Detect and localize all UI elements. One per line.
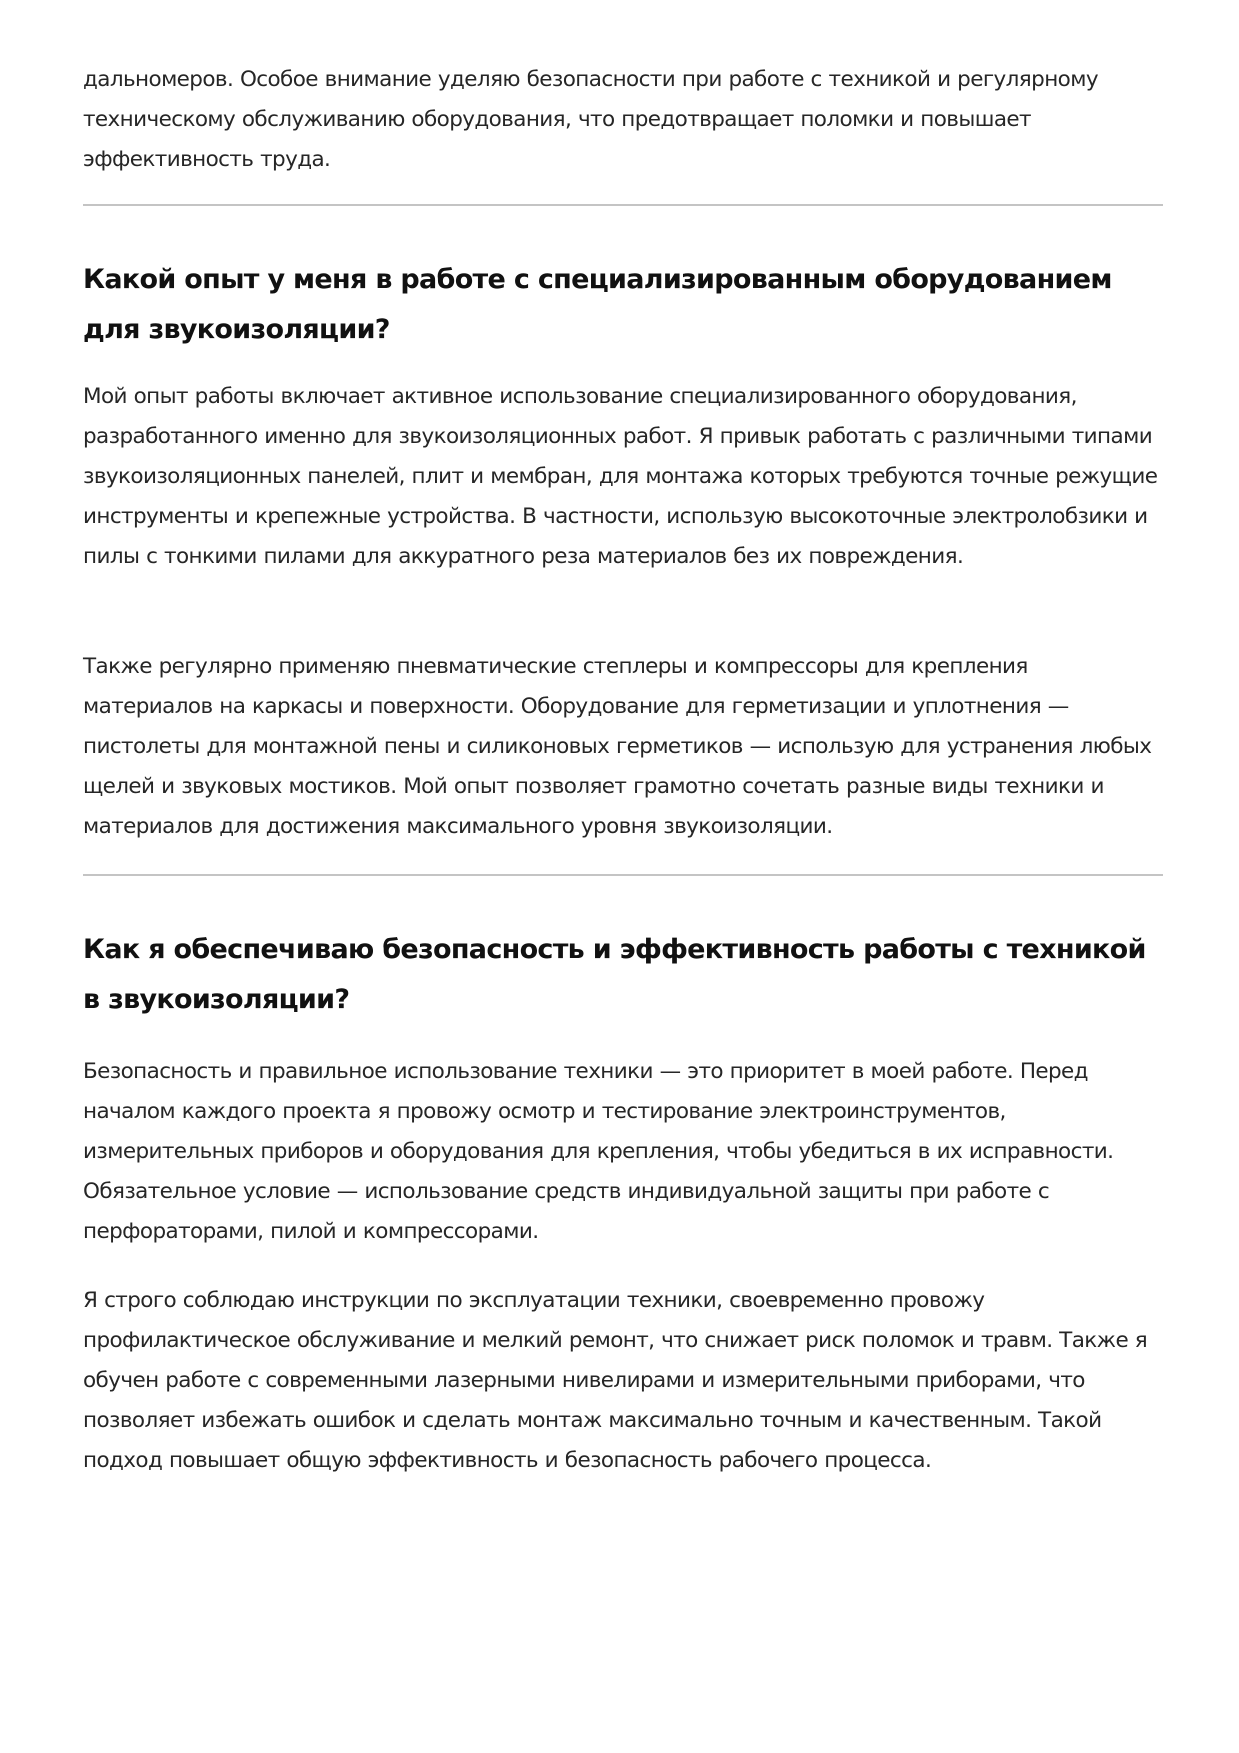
section-1-paragraph-2: Также регулярно применяю пневматические степлеры и компрессоры для крепления материалов на каркасы и поверхности. Оборудование для герметизации и уплотнения — пистолеты для монтажной пены и силиконовых герметиков — использую для устранения любых щелей и звуковых мостиков. Мой опыт позволяет грамотно сочетать разные виды техники и материалов для достижения максимального уровня звукоизоляции. (83, 654, 1152, 839)
section-2-paragraph-2: Я строго соблюдаю инструкции по эксплуатации техники, своевременно провожу профилактическое обслуживание и мелкий ремонт, что снижает риск поломок и травм. Также я обучен работе с современными лазерными нивелирами и измерительными приборами, что позволяет избежать ошибок и сделать монтаж максимально точным и качественным. Такой подход повышает общую эффективность и безопасность рабочего процесса. (83, 1288, 1148, 1473)
intro-paragraph: дальномеров. Особое внимание уделяю безопасности при работе с техникой и регулярному техническому обслуживанию оборудования, что предотвращает поломки и повышает эффективность труда. (83, 67, 1098, 172)
section-2-paragraph-1: Безопасность и правильное использование техники — это приоритет в моей работе. Перед началом каждого проекта я провожу осмотр и тестирование электроинструментов, измерительных приборов и оборудования для крепления, чтобы убедиться в их исправности. Обязательное условие — использование средств индивидуальной защиты при работе с перфораторами, пилой и компрессорами. (83, 1059, 1114, 1244)
section-heading-equipment-experience: Какой опыт у меня в работе с специализированным оборудованием для звукоизоляции? (83, 264, 1112, 345)
section-heading-safety-efficiency: Как я обеспечиваю безопасность и эффективность работы с техникой в звукоизоляции? (83, 934, 1146, 1015)
section-1-paragraph-1: Мой опыт работы включает активное использование специализированного оборудования, разработанного именно для звукоизоляционных работ. Я привык работать с различными типами звукоизоляционных панелей, плит и мембран, для монтажа которых требуются точные режущие инструменты и крепежные устройства. В частности, использую высокоточные электролобзики и пилы с тонкими пилами для аккуратного реза материалов без их повреждения. (83, 384, 1158, 569)
section-divider (83, 874, 1163, 876)
section-divider (83, 204, 1163, 206)
